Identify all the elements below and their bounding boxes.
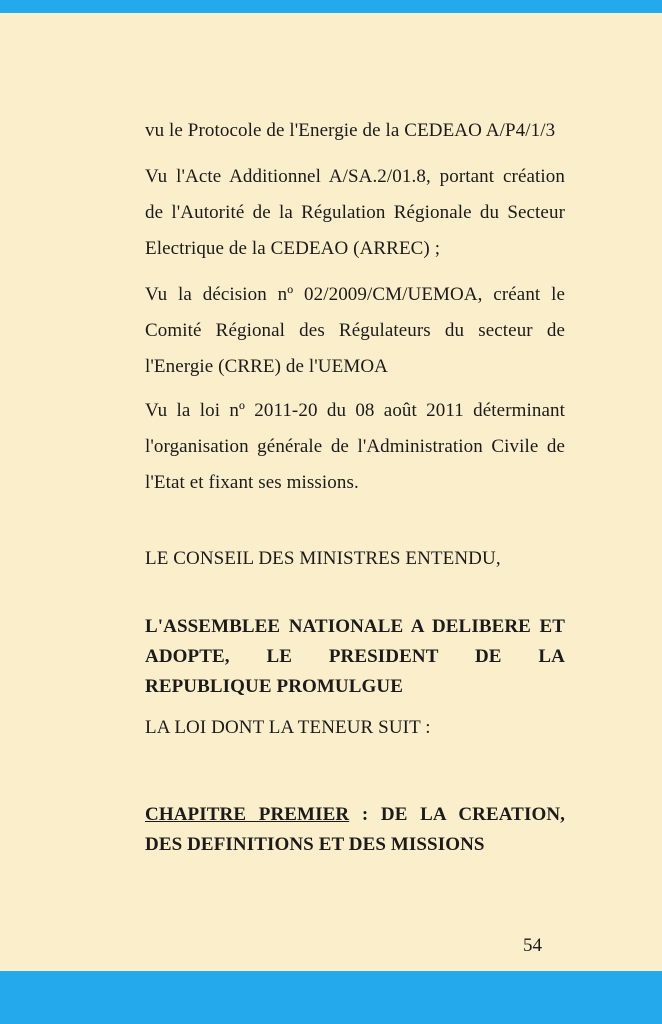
law-intro-line: LA LOI DONT LA TENEUR SUIT : [145, 717, 431, 738]
bottom-border-bar [0, 971, 662, 1024]
council-heard-line: LE CONSEIL DES MINISTRES ENTENDU, [145, 548, 501, 569]
chapter-one-subtitle: : DE LA CREATION, DES DEFINITIONS ET DES MISSIONS [145, 804, 565, 855]
visa-paragraph-decision-uemoa: Vu la décision nº 02/2009/CM/UEMOA, créant le Comité Régional des Régulateurs du secteur de l'Energie (CRRE) de l'UEMOA [145, 284, 565, 377]
chapter-one-title: CHAPITRE PREMIER [145, 804, 350, 825]
enactment-formula-heading: L'ASSEMBLEE NATIONALE A DELIBERE ET ADOPTE, LE PRESIDENT DE LA REPUBLIQUE PROMULGUE [145, 616, 565, 697]
visa-paragraph-protocole-energie: vu le Protocole de l'Energie de la CEDEAO A/P4/1/3 [145, 120, 556, 141]
visa-paragraph-loi-2011-20: Vu la loi nº 2011-20 du 08 août 2011 déterminant l'organisation générale de l'Administration Civile de l'Etat et fixant ses missions. [145, 400, 565, 493]
top-border-bar [0, 0, 662, 13]
document-page-content [145, 13, 565, 860]
chapter-one-heading [145, 800, 565, 860]
visa-paragraph-acte-additionnel: Vu l'Acte Additionnel A/SA.2/01.8, portant création de l'Autorité de la Régulation Régionale du Secteur Electrique de la CEDEAO (ARREC) ; [145, 166, 565, 259]
page-number: 54 [523, 935, 542, 956]
